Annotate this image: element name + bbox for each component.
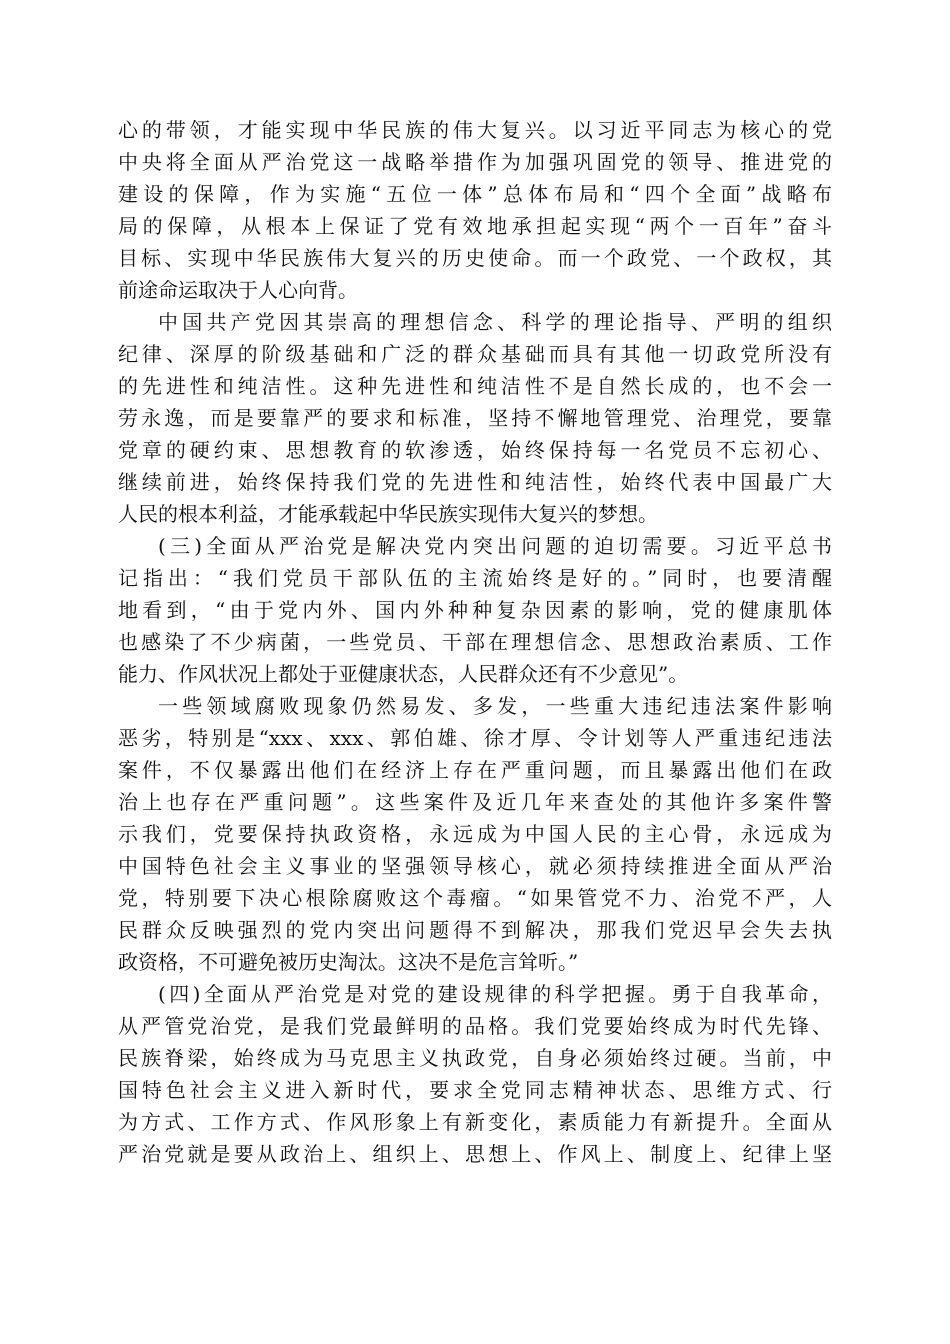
text-line: 中央将全面从严治党这一战略举措作为加强巩固党的领导、推进党的 (118, 150, 832, 174)
text-line: 一些领域腐败现象仍然易发、多发，一些重大违纪违法案件影响 (158, 694, 832, 718)
text-line: 恶劣，特别是“xxx、xxx、郭伯雄、徐才厚、令计划等人严重违纪违法 (118, 726, 832, 750)
text-line: 的先进性和纯洁性。这种先进性和纯洁性不是自然长成的，也不会一 (118, 374, 832, 398)
text-line: 从严管党治党，是我们党最鲜明的品格。我们党要始终成为时代先锋、 (118, 1014, 832, 1038)
text-line: (三)全面从严治党是解决党内突出问题的迫切需要。习近平总书 (158, 534, 832, 558)
text-line: 能力、作风状况上都处于亚健康状态，人民群众还有不少意见”。 (118, 662, 689, 686)
text-line: 前途命运取决于人心向背。 (118, 278, 358, 302)
text-line: 政资格，不可避免被历史淘汰。这决不是危言耸听。” (118, 950, 579, 974)
text-line: 治上也存在严重问题”。这些案件及近几年来查处的其他许多案件警 (118, 790, 832, 814)
document-page (118, 114, 832, 1170)
text-line: 记指出：“我们党员干部队伍的主流始终是好的。”同时，也要清醒 (118, 566, 832, 590)
text-line: 心的带领，才能实现中华民族的伟大复兴。以习近平同志为核心的党 (118, 118, 832, 142)
text-line: 中国特色社会主义事业的坚强领导核心，就必须持续推进全面从严治 (118, 854, 832, 878)
text-line: 局的保障，从根本上保证了党有效地承担起实现“两个一百年”奋斗 (118, 214, 832, 238)
text-line: 人民的根本利益，才能承载起中华民族实现伟大复兴的梦想。 (118, 502, 658, 526)
text-line: 地看到，“由于党内外、国内外种种复杂因素的影响，党的健康肌体 (118, 598, 832, 622)
text-line: 目标、实现中华民族伟大复兴的历史使命。而一个政党、一个政权，其 (118, 246, 832, 270)
text-line: 建设的保障，作为实施“五位一体”总体布局和“四个全面”战略布 (118, 182, 832, 206)
text-line: 民群众反映强烈的党内突出问题得不到解决，那我们党迟早会失去执 (118, 918, 832, 942)
text-line: 民族脊梁，始终成为马克思主义执政党，自身必须始终过硬。当前，中 (118, 1046, 832, 1070)
text-line: 也感染了不少病菌，一些党员、干部在理想信念、思想政治素质、工作 (118, 630, 832, 654)
text-line: 党，特别要下决心根除腐败这个毒瘤。“如果管党不力、治党不严，人 (118, 886, 832, 910)
text-line: 中国共产党因其崇高的理想信念、科学的理论指导、严明的组织 (158, 310, 832, 334)
text-line: 案件，不仅暴露出他们在经济上存在严重问题，而且暴露出他们在政 (118, 758, 832, 782)
text-line: 党章的硬约束、思想教育的软渗透，始终保持每一名党员不忘初心、 (118, 438, 832, 462)
text-line: 劳永逸，而是要靠严的要求和标准，坚持不懈地管理党、治理党，要靠 (118, 406, 832, 430)
text-line: 继续前进，始终保持我们党的先进性和纯洁性，始终代表中国最广大 (118, 470, 832, 494)
text-line: 严治党就是要从政治上、组织上、思想上、作风上、制度上、纪律上坚 (118, 1142, 832, 1166)
text-line: 国特色社会主义进入新时代，要求全党同志精神状态、思维方式、行 (118, 1078, 832, 1102)
text-line: 示我们，党要保持执政资格，永远成为中国人民的主心骨，永远成为 (118, 822, 832, 846)
text-line: 纪律、深厚的阶级基础和广泛的群众基础而具有其他一切政党所没有 (118, 342, 832, 366)
text-line: (四)全面从严治党是对党的建设规律的科学把握。勇于自我革命， (158, 982, 832, 1006)
text-line: 为方式、工作方式、作风形象上有新变化，素质能力有新提升。全面从 (118, 1110, 832, 1134)
